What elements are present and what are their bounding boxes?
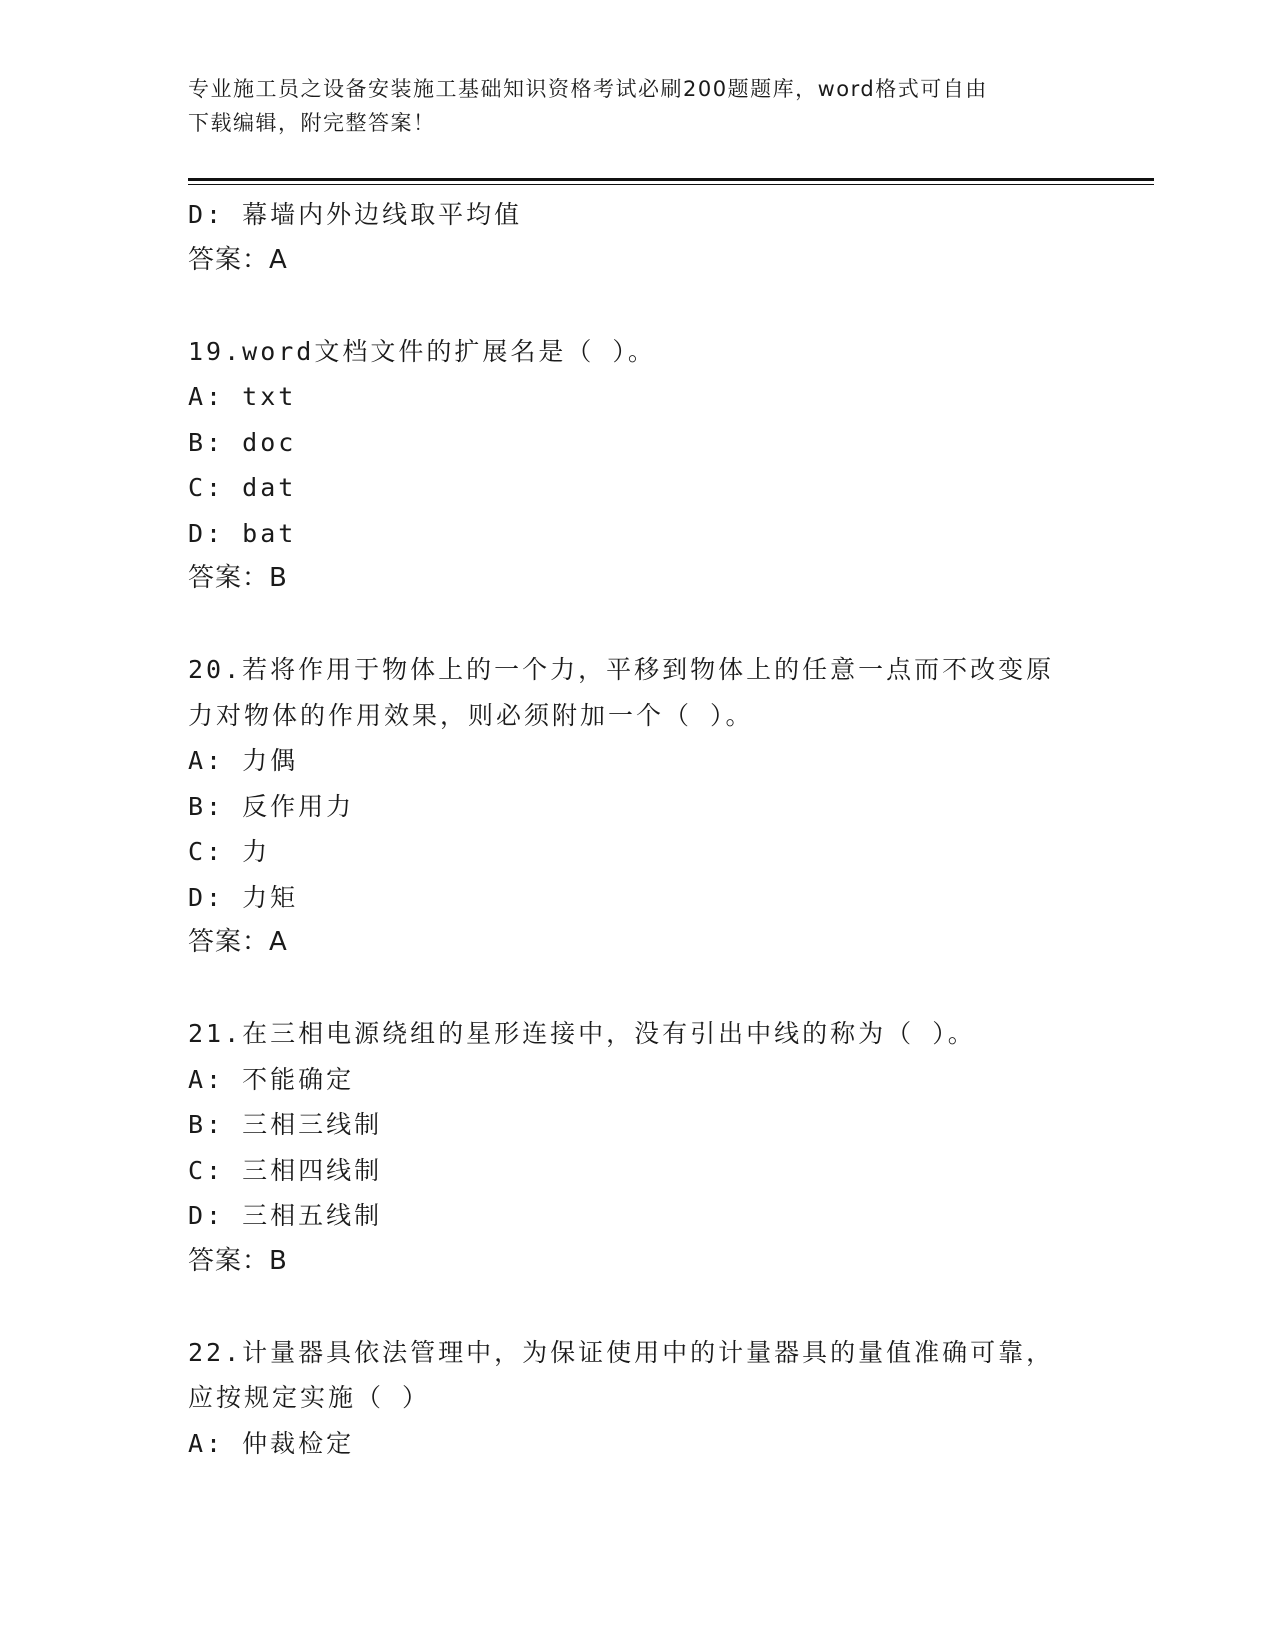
spacer	[188, 1284, 1088, 1330]
spacer	[188, 966, 1088, 1012]
header-title-line-2: 下载编辑，附完整答案！	[188, 111, 436, 135]
option-c: C: 力	[188, 837, 271, 866]
question-list	[188, 192, 1088, 1466]
option-b: B: doc	[188, 427, 297, 457]
option-b: B: 反作用力	[188, 791, 355, 821]
header-divider-thin	[188, 184, 1154, 185]
question-text: 19.word文档文件的扩展名是（ ）。	[188, 336, 656, 366]
question-21	[188, 1011, 1088, 1284]
answer-line: 答案：A	[188, 244, 288, 275]
question-text: 21.在三相电源绕组的星形连接中，没有引出中线的称为（ ）。	[188, 1019, 976, 1048]
option-d: D: 幕墙内外边线取平均值	[188, 200, 523, 229]
previous-question-tail	[188, 192, 1088, 283]
header-divider	[188, 178, 1154, 181]
option-a: A: 仲裁检定	[188, 1428, 355, 1458]
question-text-continued: 应按规定实施（ ）	[188, 1383, 431, 1412]
spacer	[188, 602, 1088, 648]
question-text: 22.计量器具依法管理中，为保证使用中的计量器具的量值准确可靠，	[188, 1337, 1055, 1367]
option-c: C: 三相四线制	[188, 1155, 383, 1185]
question-19	[188, 329, 1088, 602]
option-a: A: 不能确定	[188, 1064, 355, 1094]
document-header	[188, 72, 1068, 140]
header-title-line-1: 专业施工员之设备安装施工基础知识资格考试必刷200题题库，word格式可自由	[188, 77, 988, 101]
answer-line: 答案：B	[188, 563, 288, 593]
spacer	[188, 283, 1088, 329]
option-d: D: 力矩	[188, 882, 299, 912]
question-22	[188, 1330, 1088, 1467]
question-text-continued: 力对物体的作用效果，则必须附加一个（ ）。	[188, 700, 754, 730]
question-20	[188, 647, 1088, 966]
option-d: D: 三相五线制	[188, 1201, 383, 1230]
option-a: A: 力偶	[188, 746, 299, 775]
answer-line: 答案：A	[188, 927, 288, 957]
option-c: C: dat	[188, 473, 297, 502]
option-b: B: 三相三线制	[188, 1110, 383, 1139]
answer-line: 答案：B	[188, 1245, 288, 1276]
option-d: D: bat	[188, 518, 297, 548]
option-a: A: txt	[188, 382, 297, 411]
question-text: 20.若将作用于物体上的一个力，平移到物体上的任意一点而不改变原	[188, 655, 1055, 684]
